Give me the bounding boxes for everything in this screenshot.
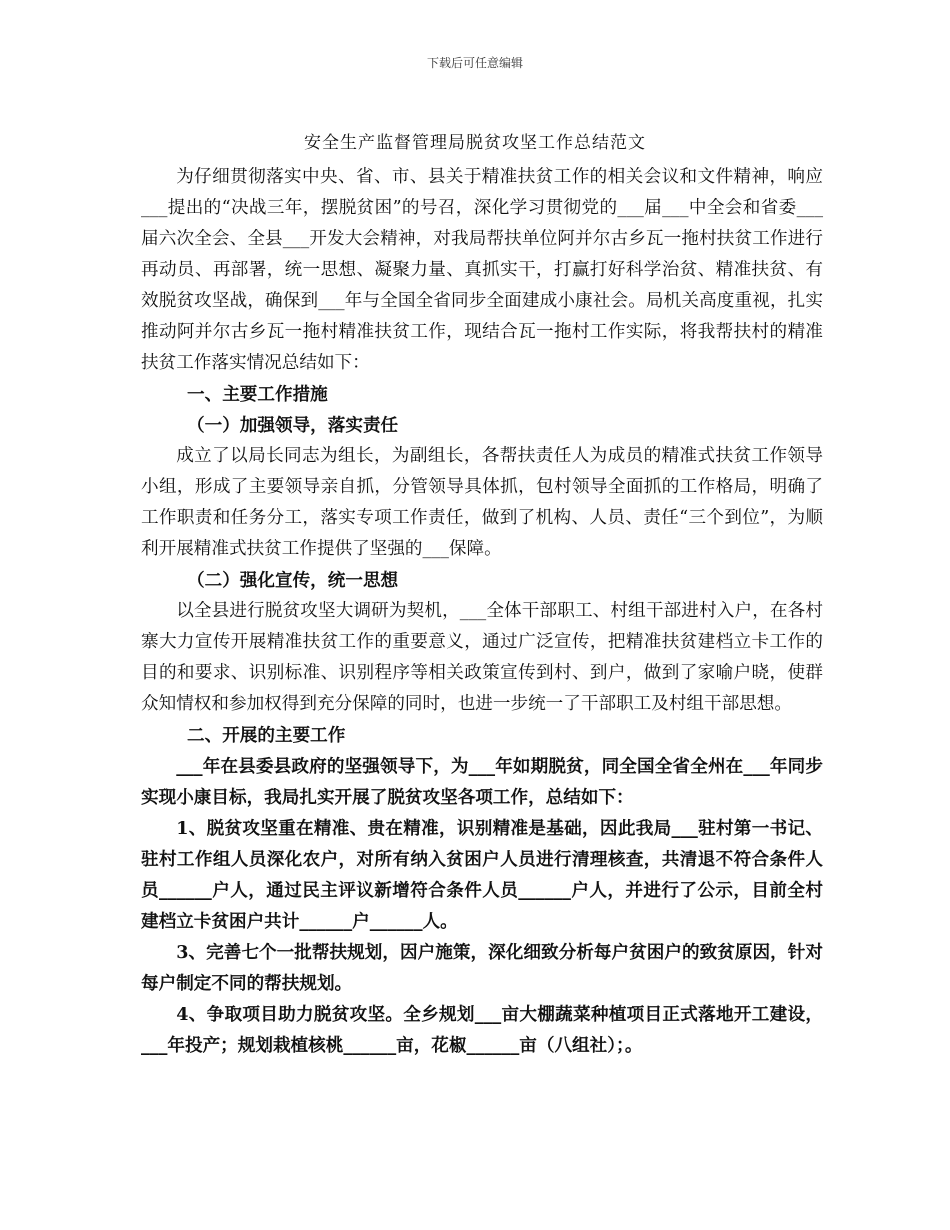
intro-paragraph: 为仔细贯彻落实中央、省、市、县关于精准扶贫工作的相关会议和文件精神，响应___提出的“决战三年，摆脱贫困”的号召，深化学习贯彻党的___届___中全会和省委___届六次全会、全县___开发大会精神，对我局帮扶单位阿并尔古乡瓦一拖村扶贫工作进行再动员、再部署，统一思想、凝聚力量、真抓实干，打赢打好科学治贫、精准扶贫、有效脱贫攻坚战，确保到___年与全国全省同步全面建成小康社会。局机关高度重视，扎实推动阿并尔古乡瓦一拖村精准扶贫工作，现结合瓦一拖村工作实际，将我帮扶村的精准扶贫工作落实情况总结如下：: [141, 167, 823, 373]
item-4-paragraph: 4、争取项目助力脱贫攻坚。全乡规划___亩大棚蔬菜种植项目正式落地开工建设，___年投产；规划栽植核桃______亩，花椒______亩（八组社）；。: [141, 1004, 823, 1056]
subsection-heading-1: （一）加强领导，落实责任: [187, 415, 399, 436]
item-1-paragraph: 1、脱贫攻坚重在精准、贵在精准，识别精准是基础，因此我局___驻村第一书记、驻村工作组人员深化农户，对所有纳入贫困户人员进行清理核查，共清退不符合条件人员______户人，通过民主评议新增符合条件人员______户人，并进行了公示，目前全村建档立卡贫困户共计______户______人。: [141, 818, 823, 932]
section-heading-1: 一、主要工作措施: [187, 384, 328, 405]
section-heading-2: 二、开展的主要工作: [187, 725, 346, 746]
item-3-paragraph: 3、完善七个一批帮扶规划，因户施策，深化细致分析每户贫困户的致贫原因，针对每户制定不同的帮扶规划。: [141, 942, 823, 994]
section2-intro-paragraph: ___年在县委县政府的坚强领导下，为___年如期脱贫，同全国全省全州在___年同步实现小康目标，我局扎实开展了脱贫攻坚各项工作，总结如下：: [141, 756, 823, 808]
subsection-heading-2: （二）强化宣传，统一思想: [187, 570, 399, 591]
subsection-paragraph-1: 成立了以局长同志为组长，为副组长，各帮扶责任人为成员的精准式扶贫工作领导小组，形成了主要领导亲自抓，分管领导具体抓，包村领导全面抓的工作格局，明确了工作职责和任务分工，落实专项工作责任，做到了机构、人员、责任“三个到位”，为顺利开展精准式扶贫工作提供了坚强的___保障。: [141, 446, 823, 559]
document-body: [141, 162, 823, 1061]
page-header-note: 下载后可任意编辑: [426, 56, 523, 70]
document-title: 安全生产监督管理局脱贫攻坚工作总结范文: [304, 133, 646, 153]
subsection-paragraph-2: 以全县进行脱贫攻坚大调研为契机，___全体干部职工、村组干部进村入户，在各村寨大力宣传开展精准扶贫工作的重要意义，通过广泛宣传，把精准扶贫建档立卡工作的目的和要求、识别标准、识别程序等相关政策宣传到村、到户，做到了家喻户晓，使群众知情权和参加权得到充分保障的同时，也进一步统一了干部职工及村组干部思想。: [141, 601, 823, 714]
